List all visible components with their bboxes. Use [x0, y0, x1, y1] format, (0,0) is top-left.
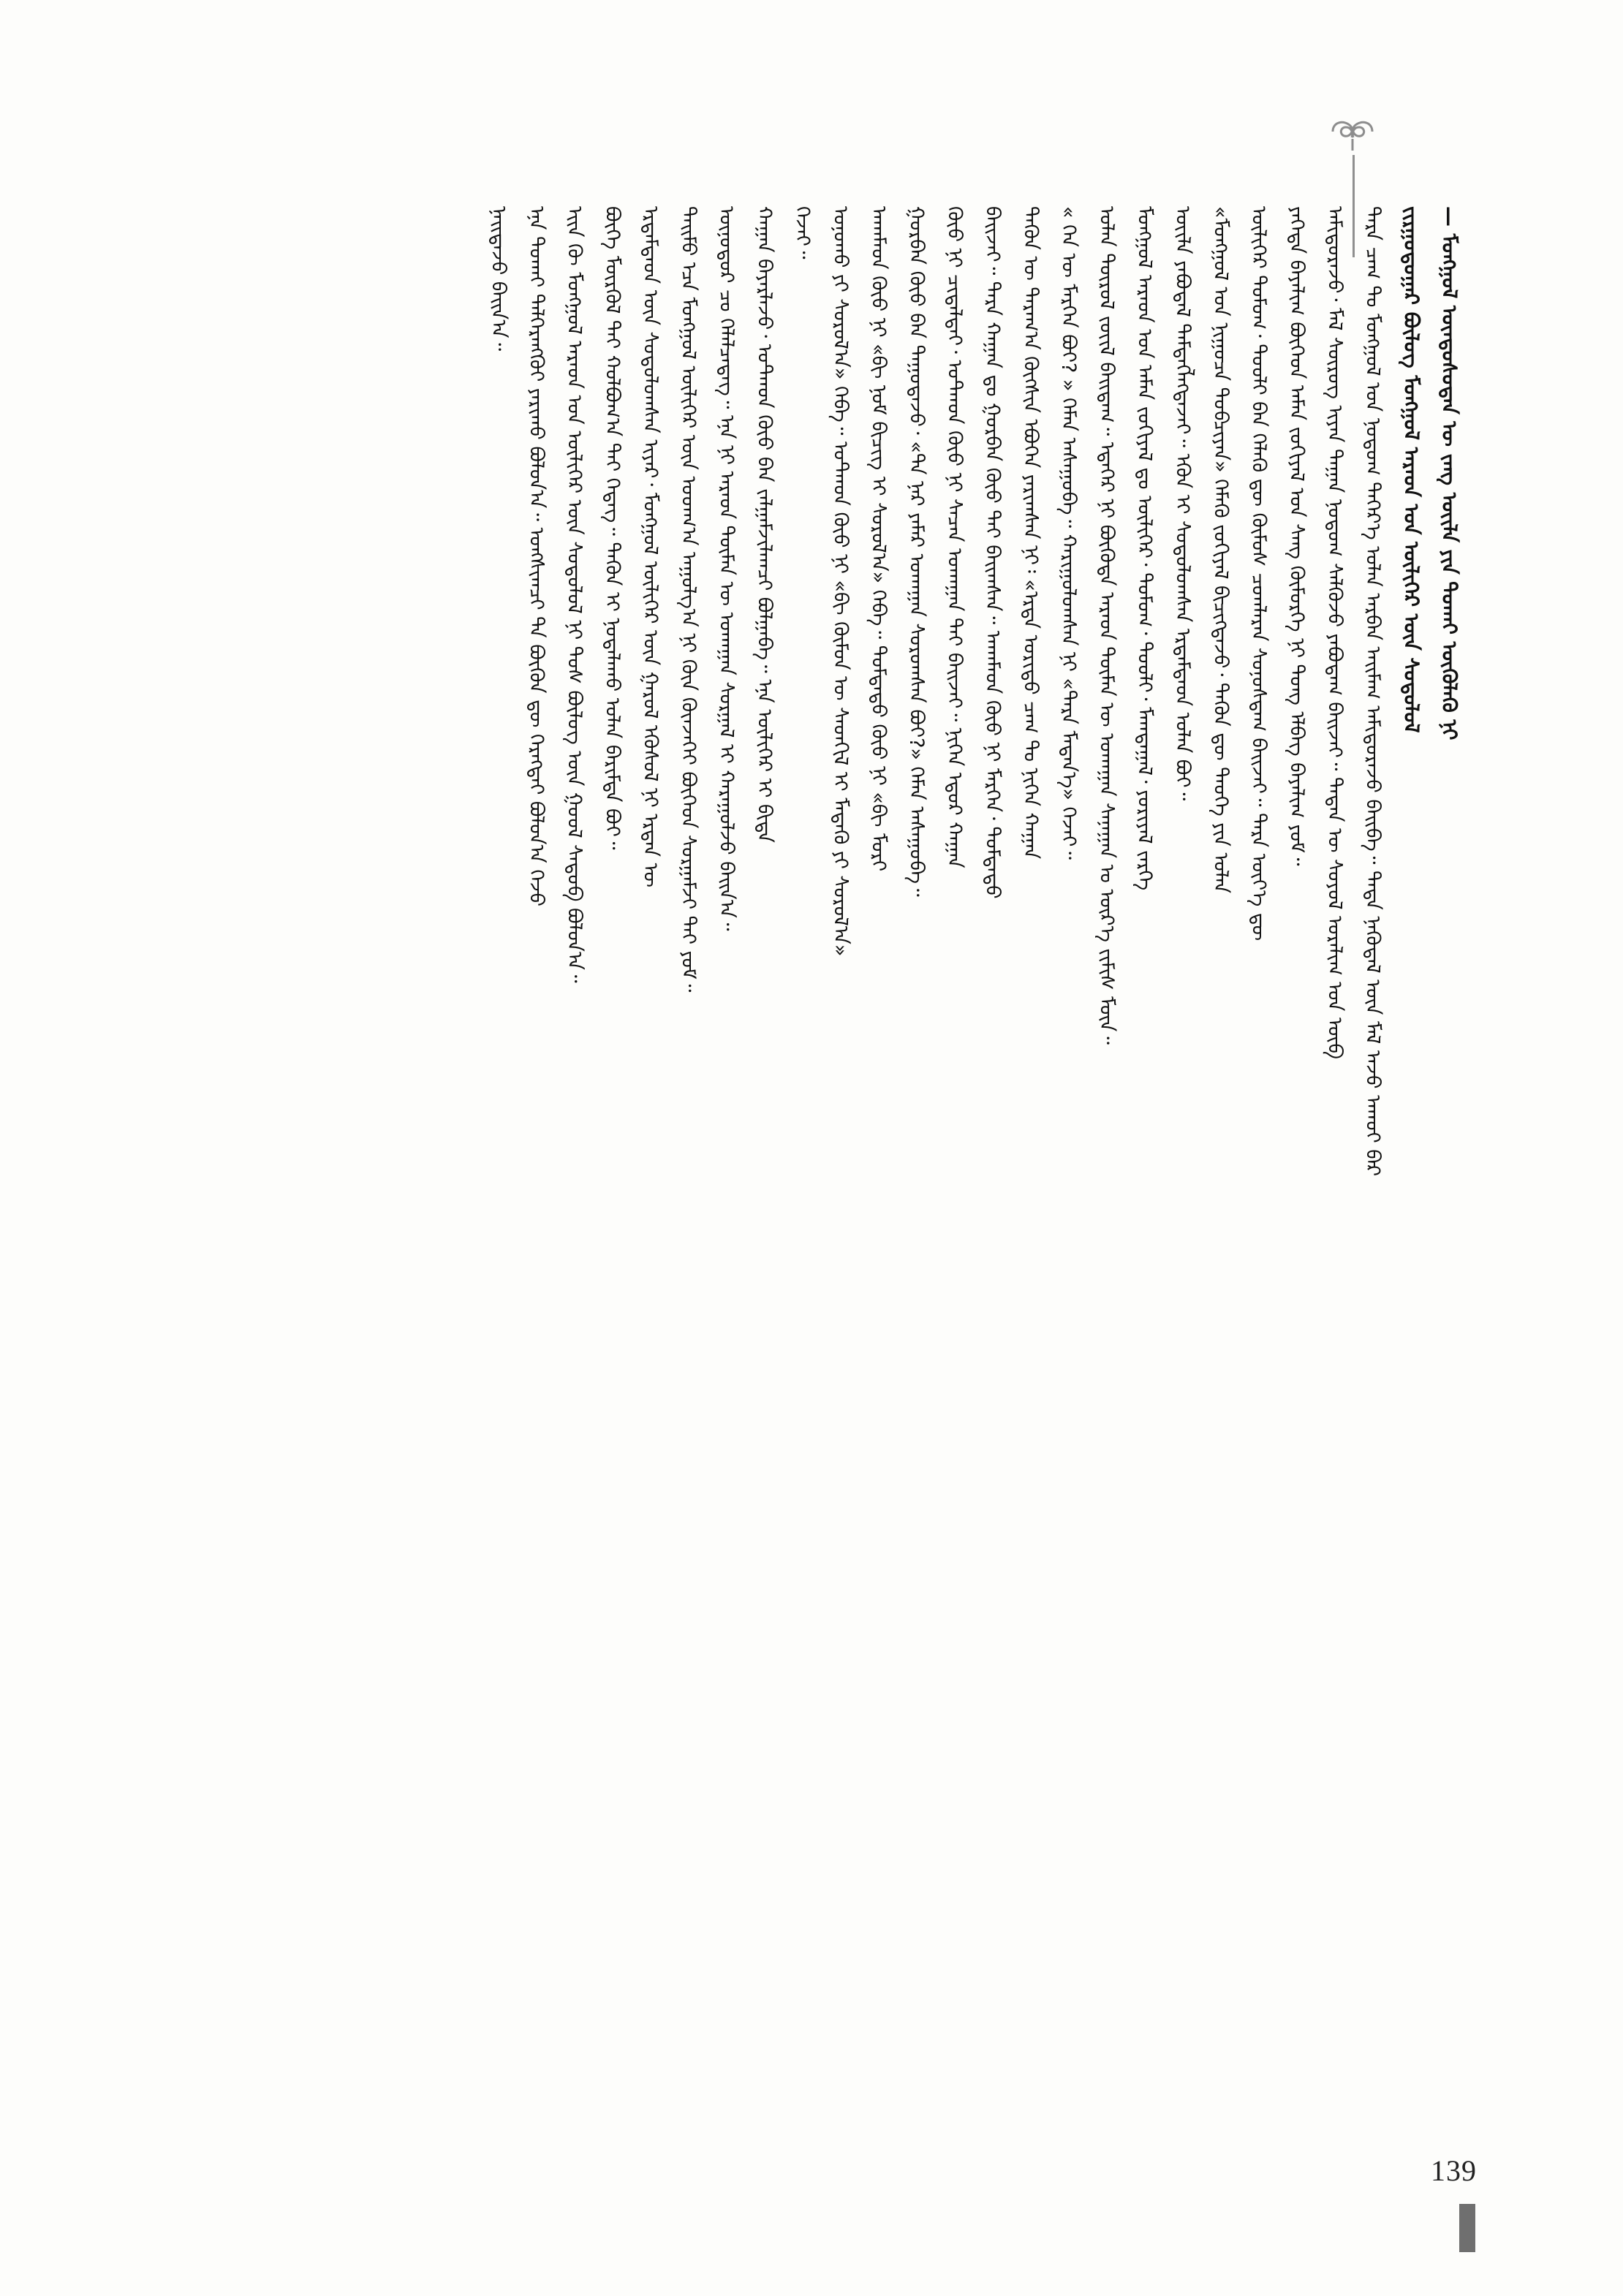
text-column: «ᠮᠣᠩᠭᠣᠯ ᠤᠨ ᠨᠢᠭᠤᠴᠠ ᠲᠣᠪᠴᠢᠶᠠᠨ» ᠬᠡᠮᠡᠬᠦ ᠵᠣᠬᠢᠶᠠᠯ ᠪᠢᠴᠢᠭᠳᠡᠵᠦ᠂ ᠲᠡᠭᠦᠨ ᠳᠦ ᠲᠡᠦᠬᠡ ᠶᠢᠨ ᠣᠯᠠᠨ — [1209, 206, 1232, 894]
page-number: 139 — [1431, 2154, 1477, 2187]
text-column: « ᠬᠡᠨ ᠦ ᠮᠡᠷᠭᠡᠨ ᠪᠤᠢ? » ᠬᠡᠮᠡᠨ ᠠᠰᠠᠭᠤᠪᠠ᠃ ᠬᠠᠷᠢᠭᠤᠯᠤᠭᠰᠠᠨ ᠨᠢ «ᠲᠡᠷᠡ ᠮᠡᠳᠡᠨ᠎ᠡ» ᠭᠡᠵᠡᠢ᠃ — [1057, 206, 1080, 860]
text-column: ᠦᠯᠢᠭᠡᠷ ᠳᠣᠮᠤᠭ᠂ ᠲᠤᠤᠯᠢ ᠪᠡᠨ ᠬᠡᠯᠡᠬᠦ ᠳᠦ ᠬᠥᠮᠦᠰ ᠴᠤᠭᠯᠠᠷᠠᠨ ᠰᠣᠨᠤᠰᠳᠠᠭ ᠪᠠᠢᠵᠠᠢ᠃ ᠲᠡᠷᠡ ᠦᠶ᠎ᠡ ᠳᠦ — [1247, 206, 1270, 941]
text-column: ᠲᠡᠢᠮᠦ ᠡᠴᠡ ᠮᠣᠩᠭᠣᠯ ᠦᠯᠢᠭᠡᠷ ᠦᠨ ᠤᠳᠬ᠎ᠠ ᠠᠭᠤᠯᠭ᠎ᠠ ᠨᠢ ᠭᠦᠨ ᠭᠦᠨᠵᠡᠭᠡᠢ ᠪᠥᠭᠡᠳ ᠰᠤᠷᠭᠠᠮᠵᠢ ᠲᠠᠢ ᠶᠤᠮ᠃ — [677, 206, 700, 993]
text-column: ᠡᠷᠳᠡᠮᠲᠡᠳ ᠦᠨ ᠰᠤᠳᠤᠯᠤᠭᠰᠠᠨ ᠢᠶᠠᠷ᠂ ᠮᠣᠩᠭᠣᠯ ᠦᠯᠢᠭᠡᠷ ᠦᠨ ᠭᠠᠷᠤᠯ ᠡᠭᠦᠰᠦᠯ ᠨᠢ ᠡᠷᠲᠡᠨ ᠦ — [639, 206, 662, 888]
text-column: ᠠᠬᠠᠮᠠᠳ ᠬᠦᠦ ᠨᠢ «ᠪᠢ ᠨᠤᠮ ᠪᠢᠴᠢᠭ ᠢ ᠰᠤᠷᠤᠯ᠎ᠠ» ᠭᠡᠪᠡ᠃ ᠳᠤᠮᠳᠠᠳᠤ ᠬᠦᠦ ᠨᠢ «ᠪᠢ ᠮᠣᠷᠢ — [867, 206, 890, 872]
text-column: ᠬᠦᠦ ᠨᠢ ᠴᠢᠳᠠᠯᠲᠠᠢ᠂ ᠣᠲᠬᠣᠨ ᠬᠦᠦ ᠨᠢ ᠰᠡᠴᠡᠨ ᠤᠬᠠᠭᠠᠨ ᠲᠠᠢ ᠪᠠᠢᠵᠠᠢ᠃ ᠨᠢᠭᠡᠨ ᠡᠳᠦᠷ ᠬᠠᠭᠠᠨ — [943, 206, 966, 868]
page-marker — [1459, 2204, 1475, 2252]
text-column: ᠨᠠᠢᠳᠠᠵᠤ ᠪᠠᠢᠨ᠎ᠠ᠃ — [487, 206, 510, 352]
text-column: ᠪᠥᠭᠡ ᠮᠥᠷᠭᠦᠯ ᠲᠡᠢ ᠬᠣᠯᠪᠣᠭ᠎ᠠ ᠲᠠᠢ ᠭᠡᠳᠡᠭ᠃ ᠲᠡᠭᠦᠨ ᠢ ᠨᠤᠲᠠᠯᠠᠬᠤ ᠣᠯᠠᠨ ᠪᠠᠷᠢᠮᠲᠠ ᠪᠤᠢ᠃ — [601, 206, 624, 850]
body-text-block — [170, 206, 1477, 2099]
chapter-heading-column: ᠵᠢᠷᠭᠤᠳᠤᠭᠠᠷ ᠪᠦᠯᠦᠭ ᠮᠣᠩᠭᠣᠯ ᠠᠷᠠᠳ ᠤᠨ ᠦᠯᠢᠭᠡᠷ ᠦᠨ ᠰᠤᠳᠤᠯᠤᠯ — [1399, 206, 1423, 733]
text-column: ᠥᠨᠥᠳᠥᠷ ᠴᠤ ᠬᠡᠯᠡᠯᠴᠡᠳᠡᠭ᠃ ᠡᠨᠡ ᠨᠢ ᠠᠷᠠᠳ ᠲᠦᠮᠡᠨ ᠦ ᠤᠬᠠᠭᠠᠨ ᠰᠤᠷᠭᠠᠯ ᠢ ᠬᠠᠷᠠᠭᠤᠯᠵᠤ ᠪᠠᠢᠨ᠎ᠠ᠃ — [715, 206, 738, 931]
text-column: ᠲᠡᠷᠡ ᠴᠠᠭ ᠲᠤ ᠮᠣᠩᠭᠣᠯ ᠤᠨ ᠨᠤᠲᠤᠭ ᠳᠡᠭᠡᠷ᠎ᠡ ᠣᠯᠠᠨ ᠠᠷᠪᠠᠨ ᠠᠢᠮᠠᠭ ᠠᠮᠢᠳᠤᠷᠠᠵᠤ ᠪᠠᠢᠪᠠ᠃ ᠲᠡᠳᠡ ᠨᠡᠭᠦᠳᠡᠯ ᠦᠨ ᠮᠠᠯ ᠠᠵᠤ ᠠᠬᠤᠢ ᠪᠠᠷ — [1361, 206, 1384, 1177]
text-column: ᠡᠨᠡ ᠲᠤᠬᠠᠢ ᠳᠡᠯᠭᠡᠷᠡᠩᠭᠦᠢ ᠶᠠᠷᠢᠬᠤ ᠪᠣᠯᠤᠨ᠎ᠠ᠃ ᠤᠩᠰᠢᠭᠴᠢ ᠲᠠ ᠪᠦᠬᠦᠨ ᠳᠦ ᠬᠡᠷᠡᠭᠲᠡᠢ ᠪᠣᠯᠤᠨ᠎ᠠ ᠭᠡᠵᠦ — [525, 206, 548, 907]
text-column: ᠮᠣᠩᠭᠣᠯ ᠠᠷᠠᠳ ᠤᠨ ᠠᠮᠠᠨ ᠵᠣᠬᠢᠶᠠᠯ ᠳᠤ ᠦᠯᠢᠭᠡᠷ᠂ ᠳᠣᠮᠤᠭ᠂ ᠲᠤᠤᠯᠢ᠂ ᠮᠠᠭᠲᠠᠭᠠᠯ᠂ ᠶᠣᠷᠢᠶᠠᠯ ᠵᠡᠷᠭᠡ — [1133, 206, 1156, 891]
text-column: ᠪᠠᠢᠵᠠᠢ᠃ ᠲᠡᠷᠡ ᠬᠠᠭᠠᠨ ᠳᠤ ᠭᠤᠷᠪᠠᠨ ᠬᠦᠦ ᠲᠡᠢ ᠪᠠᠢᠭᠰᠠᠨ᠃ ᠠᠬᠠᠮᠠᠳ ᠬᠦᠦ ᠨᠢ ᠮᠡᠷᠭᠡᠨ᠂ ᠳᠤᠮᠳᠠᠳᠤ — [981, 206, 1004, 899]
text-column: ᠤᠨᠤᠬᠤ ᠶᠢ ᠰᠤᠷᠤᠯ᠎ᠠ» ᠭᠡᠪᠡ᠃ ᠣᠲᠬᠣᠨ ᠬᠦᠦ ᠨᠢ «ᠪᠢ ᠬᠥᠮᠦᠨ ᠦ ᠰᠡᠳᠬᠢᠯ ᠢ ᠮᠡᠳᠡᠬᠦ ᠶᠢ ᠰᠤᠷᠤᠯ᠎ᠠ» — [829, 206, 852, 957]
chapter-title-column: — ᠮᠣᠩᠭᠣᠯ ᠦᠨᠳᠦᠰᠦᠲᠡᠨ ᠦ ᠵᠠᠩ ᠦᠢᠯᠡ ᠶᠢᠨ ᠲᠤᠬᠠᠢ ᠥᠭᠦᠯᠡᠬᠦ ᠨᠢ — [1437, 206, 1461, 740]
text-column: ᠦᠢᠯᠡ ᠶᠠᠪᠤᠳᠠᠯ ᠲᠡᠮᠳᠡᠭᠯᠡᠭᠳᠡᠵᠡᠢ᠃ ᠡᠭᠦᠨ ᠢ ᠰᠤᠳᠤᠯᠤᠭᠰᠠᠨ ᠡᠷᠳᠡᠮᠲᠡᠳ ᠣᠯᠠᠨ ᠪᠤᠢ᠃ — [1171, 206, 1194, 801]
text-column: ᠣᠯᠠᠨ ᠲᠥᠷᠥᠯ ᠵᠦᠢᠯ ᠪᠠᠢᠳᠠᠭ᠃ ᠡᠳᠡᠭᠡᠷ ᠨᠢ ᠪᠦᠭᠦᠳᠡ ᠠᠷᠠᠳ ᠲᠦᠮᠡᠨ ᠦ ᠤᠬᠠᠭᠠᠨ ᠰᠠᠨᠠᠭᠠᠨ ᠤ ᠦᠷ᠎ᠡ ᠵᠢᠮᠢᠰ ᠮᠥᠨ᠃ — [1095, 206, 1118, 1045]
decorative-ornament-icon — [1320, 110, 1385, 154]
text-column: ᠭᠤᠷᠪᠠᠨ ᠬᠦᠦ ᠪᠡᠨ ᠳᠠᠭᠤᠳᠠᠵᠤ᠂ «ᠲᠠ ᠨᠠᠷ ᠶᠠᠮᠠᠷ ᠤᠬᠠᠭᠠᠨ ᠰᠤᠷᠤᠭᠰᠠᠨ ᠪᠤᠢ?» ᠬᠡᠮᠡᠨ ᠠᠰᠠᠭᠤᠪᠠ᠃ — [905, 206, 928, 897]
text-column: ᠠᠮᠢᠳᠤᠷᠠᠵᠤ᠂ ᠮᠠᠯ ᠰᠦᠷᠦᠭ ᠢᠶᠡᠨ ᠳᠠᠭᠠᠨ ᠨᠤᠲᠤᠭ ᠰᠡᠯᠭᠦᠵᠦ ᠶᠠᠪᠤᠳᠠᠭ ᠪᠠᠢᠵᠠᠢ᠃ ᠲᠡᠳᠡᠨ ᠦ ᠰᠤᠶᠤᠯ ᠤᠷᠠᠯᠢᠭ ᠤᠨ ᠥᠪ — [1323, 206, 1346, 1059]
text-column: ᠡᠢᠨ ᠬᠦ ᠮᠣᠩᠭᠣᠯ ᠠᠷᠠᠳ ᠤᠨ ᠦᠯᠢᠭᠡᠷ ᠦᠨ ᠰᠤᠳᠤᠯᠤᠯ ᠨᠢ ᠲᠤᠰ ᠪᠦᠯᠦᠭ ᠦᠨ ᠭᠣᠣᠯ ᠰᠡᠳᠦᠪ ᠪᠣᠯᠤᠨ᠎ᠠ᠃ — [563, 206, 586, 983]
text-column: ᠬᠠᠭᠠᠨ ᠪᠠᠶᠠᠷᠯᠠᠵᠤ᠂ ᠣᠲᠬᠣᠨ ᠬᠦᠦ ᠪᠡᠨ ᠵᠠᠯᠭᠠᠮᠵᠢᠯᠠᠭᠴᠢ ᠪᠣᠯᠭᠠᠪᠠ᠃ ᠡᠨᠡ ᠦᠯᠢᠭᠡᠷ ᠢ ᠪᠢᠳᠡ — [753, 206, 776, 843]
text-column: ᠲᠡᠭᠦᠨ ᠦ ᠳᠠᠷᠠᠭ᠎ᠠ ᠬᠥᠭᠰᠢᠨ ᠡᠪᠦᠭᠡᠨ ᠶᠠᠷᠢᠭᠰᠠᠨ ᠨᠢ᠄ «ᠡᠷᠲᠡ ᠤᠷᠢᠳᠤ ᠴᠠᠭ ᠲᠤ ᠨᠢᠭᠡᠨ ᠬᠠᠭᠠᠨ — [1019, 206, 1042, 860]
text-column: ᠶᠡᠬᠡᠳᠡ ᠪᠠᠶᠠᠯᠢᠭ ᠪᠥᠭᠡᠳ ᠠᠮᠠᠨ ᠵᠣᠬᠢᠶᠠᠯ ᠤᠨ ᠰᠠᠩ ᠬᠥᠮᠦᠷᠭᠡ ᠨᠢ ᠲᠤᠩ ᠡᠯᠪᠡᠭ ᠪᠠᠶᠠᠯᠢᠭ ᠶᠤᠮ᠃ — [1285, 206, 1308, 866]
text-column: ᠭᠡᠵᠡᠢ᠃ — [791, 206, 814, 259]
